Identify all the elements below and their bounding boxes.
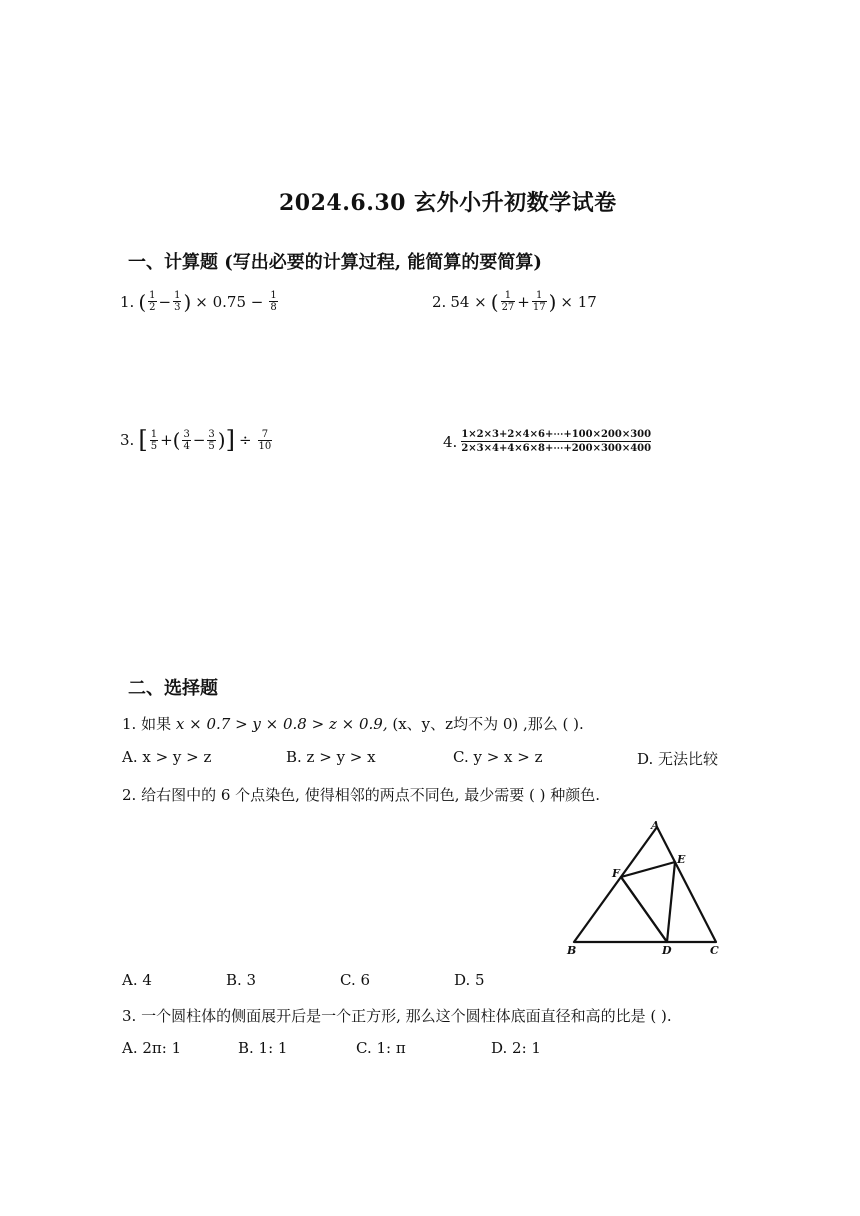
option-b[interactable]: B. z > y > x bbox=[286, 748, 376, 766]
point-label-e: E bbox=[677, 853, 686, 866]
fraction-denominator: 2×3×4+4×6×8+⋯+200×300×400 bbox=[461, 443, 652, 454]
choice-question-2: 2. 给右图中的 6 个点染色, 使得相邻的两点不同色, 最少需要 ( ) 种颜色. bbox=[122, 786, 601, 804]
right-paren: ) bbox=[183, 289, 192, 314]
choice-question-3: 3. 一个圆柱体的侧面展开后是一个正方形, 那么这个圆柱体底面直径和高的比是 ( ). bbox=[122, 1007, 672, 1025]
calc-question-2 bbox=[432, 290, 597, 313]
left-bracket: [ bbox=[138, 426, 148, 454]
operator: + bbox=[517, 292, 530, 311]
right-paren: ) bbox=[548, 289, 557, 314]
option-b[interactable]: B. 1: 1 bbox=[238, 1039, 288, 1057]
fraction: $\frac{1}{5}$ bbox=[150, 428, 158, 452]
calc-question-3 bbox=[120, 428, 274, 452]
point-label-d: D bbox=[662, 944, 672, 957]
expression-tail: × 17 bbox=[560, 292, 597, 311]
inequality: x × 0.7 > y × 0.8 > z × 0.9, bbox=[175, 715, 388, 733]
point-label-c: C bbox=[710, 944, 719, 957]
operator: ÷ bbox=[238, 431, 252, 449]
operator: − bbox=[192, 431, 206, 449]
question-text: ,那么 ( ). bbox=[523, 715, 584, 733]
fraction: $\frac{1}{8}$ bbox=[270, 290, 277, 313]
operator: − bbox=[158, 292, 172, 311]
fraction: $\frac{1}{3}$ bbox=[174, 290, 181, 313]
option-b[interactable]: B. 3 bbox=[226, 971, 257, 989]
option-c[interactable]: C. 6 bbox=[340, 971, 371, 989]
expression-head: 54 × bbox=[450, 292, 487, 311]
fraction: $\frac{3}{5}$ bbox=[208, 428, 215, 452]
point-label-f: F bbox=[612, 867, 620, 880]
fraction: $\frac{1}{27}$ bbox=[501, 290, 515, 313]
triangle-figure bbox=[560, 815, 730, 960]
long-fraction bbox=[461, 428, 651, 455]
left-paren: ( bbox=[172, 428, 181, 452]
option-a[interactable]: A. x > y > z bbox=[122, 748, 212, 766]
right-paren: ) bbox=[217, 428, 226, 452]
left-paren: ( bbox=[138, 289, 147, 314]
expression-tail: × 0.75 − bbox=[195, 292, 264, 311]
fraction-numerator: 1×2×3+2×4×6+⋯+100×200×300 bbox=[461, 429, 652, 440]
fraction: $\frac{3}{4}$ bbox=[183, 428, 190, 452]
question-number: 3. bbox=[120, 431, 135, 449]
option-d[interactable]: D. 无法比较 bbox=[637, 750, 719, 768]
option-d[interactable]: D. 2: 1 bbox=[491, 1039, 541, 1057]
choice-question-1 bbox=[122, 713, 584, 734]
inner-triangle bbox=[621, 862, 675, 942]
calc-question-1 bbox=[120, 290, 280, 313]
option-c[interactable]: C. 1: π bbox=[356, 1039, 406, 1057]
point-label-a: A bbox=[651, 819, 660, 832]
option-c[interactable]: C. y > x > z bbox=[453, 748, 543, 766]
fraction: $\frac{7}{10}$ bbox=[258, 428, 272, 452]
fraction: $\frac{1}{17}$ bbox=[532, 290, 546, 313]
operator: + bbox=[160, 431, 173, 449]
point-label-b: B bbox=[567, 944, 577, 957]
segment-fd bbox=[621, 877, 667, 942]
page-title: 2024.6.30 玄外小升初数学试卷 bbox=[279, 190, 617, 216]
question-number: 2. bbox=[432, 292, 447, 311]
option-a[interactable]: A. 4 bbox=[122, 971, 152, 989]
option-d[interactable]: D. 5 bbox=[454, 971, 485, 989]
question-number: 4. bbox=[443, 432, 458, 451]
calc-question-4 bbox=[443, 428, 651, 455]
right-bracket: ] bbox=[225, 426, 235, 454]
outer-triangle bbox=[574, 827, 716, 942]
question-number: 1. bbox=[122, 715, 137, 733]
left-paren: ( bbox=[490, 289, 499, 314]
condition: (x、y、z均不为 0) bbox=[392, 715, 519, 733]
option-a[interactable]: A. 2π: 1 bbox=[122, 1039, 182, 1057]
question-text: 如果 bbox=[141, 715, 172, 733]
section-heading-calculation: 一、计算题 (写出必要的计算过程, 能简算的要简算) bbox=[128, 252, 542, 273]
fraction: $\frac{1}{2}$ bbox=[149, 290, 156, 313]
question-number: 1. bbox=[120, 292, 135, 311]
section-heading-choice: 二、选择题 bbox=[128, 678, 218, 699]
